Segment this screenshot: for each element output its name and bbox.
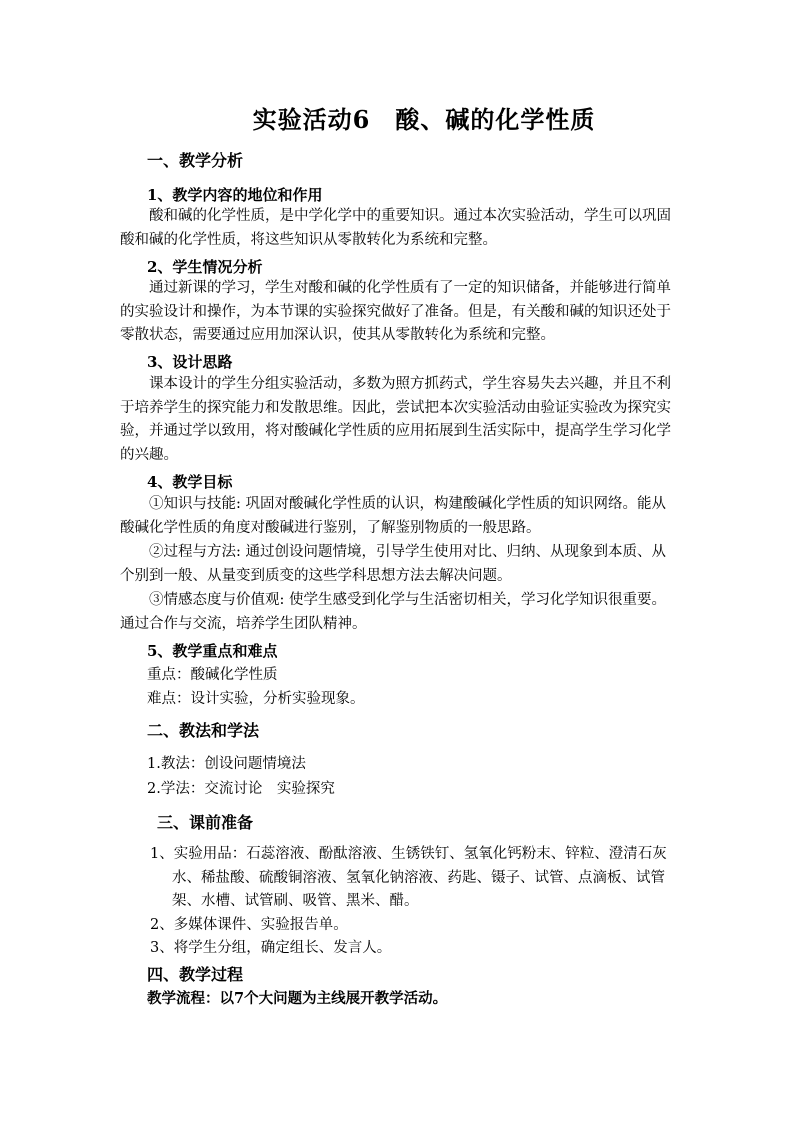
preparation-item-groups: 3、将学生分组，确定组长、发言人。 bbox=[150, 940, 392, 956]
paragraph-goal-process: ②过程与方法: 通过创设问题情境，引导学生使用对比、归纳、从现象到本质、从个别到一般、从量变到质变的这些学科思想方法去解决问题。 bbox=[120, 544, 666, 584]
section-heading-methods: 二、教法和学法 bbox=[147, 721, 260, 740]
preparation-item-multimedia: 2、多媒体课件、实验报告单。 bbox=[150, 916, 348, 933]
paragraph-student-analysis: 通过新课的学习，学生对酸和碱的化学性质有了一定的知识储备，并能够进行简单的实验设计和操作，为本节课的实验探究做好了准备。但是，有关酸和碱的知识还处于零散状态，需要通过应用加深认识，使其从零散转化为系统和完整。 bbox=[120, 280, 671, 343]
paragraph-goal-attitude: ③情感态度与价值观: 使学生感受到化学与生活密切相关，学习化学知识很重要。通过合作与交流，培养学生团队精神。 bbox=[120, 592, 666, 632]
difficult-point: 难点：设计实验，分析实验现象。 bbox=[147, 691, 365, 707]
subheading-student-analysis: 2、学生情况分析 bbox=[147, 258, 263, 276]
preparation-list bbox=[150, 843, 680, 961]
subheading-key-difficult: 5、教学重点和难点 bbox=[147, 642, 278, 660]
section-heading-preparation: 三、课前准备 bbox=[157, 813, 254, 832]
paragraph-design-idea: 课本设计的学生分组实验活动，多数为照方抓药式，学生容易失去兴趣，并且不利于培养学生的探究能力和发散思维。因此，尝试把本次实验活动由验证实验改为探究实验，并通过学以致用，将对酸碱化学性质的应用拓展到生活实际中，提高学生学习化学的兴趣。 bbox=[120, 376, 671, 463]
key-point: 重点：酸碱化学性质 bbox=[147, 667, 278, 683]
section-heading-teaching-analysis: 一、教学分析 bbox=[147, 151, 244, 170]
subheading-content-position: 1、教学内容的地位和作用 bbox=[147, 186, 323, 204]
section-heading-process: 四、教学过程 bbox=[147, 965, 244, 984]
subheading-teaching-goals: 4、教学目标 bbox=[147, 473, 233, 491]
method-item-learning: 2.学法：交流讨论 实验探究 bbox=[147, 781, 335, 797]
paragraph-content-position: 酸和碱的化学性质，是中学化学中的重要知识。通过本次实验活动，学生可以巩固酸和碱的化学性质，将这些知识从零散转化为系统和完整。 bbox=[120, 208, 671, 248]
teaching-flow: 教学流程：以7个大问题为主线展开教学活动。 bbox=[147, 990, 448, 1007]
preparation-item-materials: 1、实验用品：石蕊溶液、酚酞溶液、生锈铁钉、氢氧化钙粉末、锌粒、澄清石灰水、稀盐酸、硫酸铜溶液、氢氧化钠溶液、药匙、镊子、试管、点滴板、试管架、水槽、试管刷、吸管、黑米、醋。 bbox=[150, 846, 667, 909]
subheading-design-idea: 3、设计思路 bbox=[147, 353, 233, 371]
method-item-teaching: 1.教法：创设问题情境法 bbox=[147, 756, 306, 772]
document-title: 实验活动6 酸、碱的化学性质 bbox=[252, 105, 596, 134]
paragraph-goal-knowledge: ①知识与技能: 巩固对酸碱化学性质的认识，构建酸碱化学性质的知识网络。能从酸碱化学性质的角度对酸碱进行鉴别，了解鉴别物质的一般思路。 bbox=[120, 496, 666, 536]
